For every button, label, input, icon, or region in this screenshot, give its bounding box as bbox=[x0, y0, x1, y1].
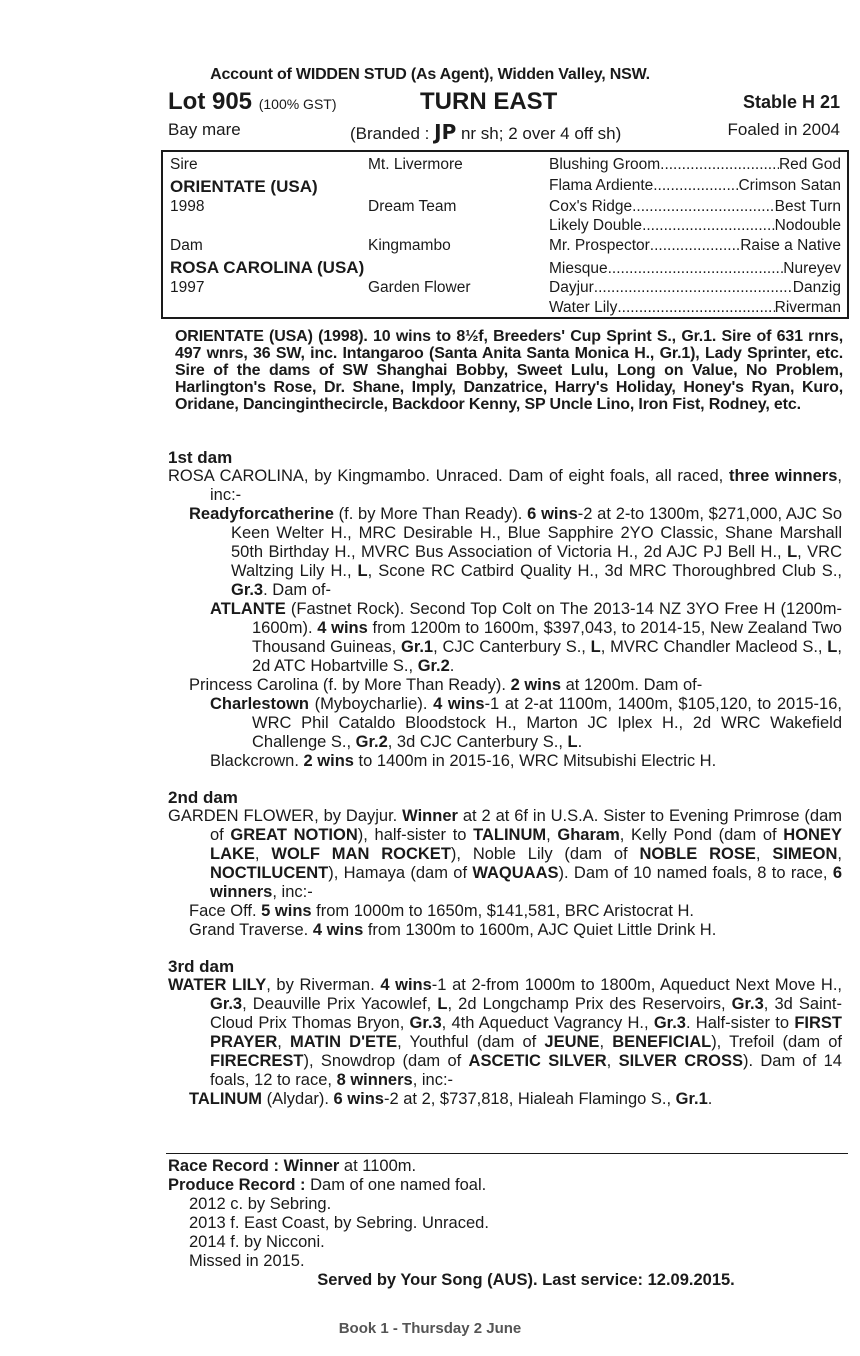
gst-note: (100% GST) bbox=[258, 96, 337, 112]
sire-year: 1998 bbox=[170, 198, 205, 215]
dam-sire: Kingmambo bbox=[368, 237, 451, 254]
vendor-account: Account of WIDDEN STUD (As Agent), Widden Valley, NSW. bbox=[210, 66, 650, 83]
grandparent-row: Miesque ..... Nureyev bbox=[549, 260, 841, 278]
grandparent-row: Blushing Groom ..... Red God bbox=[549, 156, 841, 174]
dam-name: ROSA CAROLINA (USA) bbox=[170, 258, 365, 277]
first-dam-paragraph: ROSA CAROLINA, by Kingmambo. Unraced. Dam of eight foals, all raced, three winners, inc:- bbox=[168, 467, 842, 504]
brand-description: (Branded : JP nr sh; 2 over 4 off sh) bbox=[350, 120, 622, 144]
sire-dam: Dream Team bbox=[368, 198, 457, 215]
grandparent-row: Dayjur ..... Danzig bbox=[549, 279, 841, 297]
second-dam-paragraph: GARDEN FLOWER, by Dayjur. Winner at 2 at 6f in U.S.A. Sister to Evening Primrose (dam of GREAT NOTION), half-sister to TALINUM, Gharam, Kelly Pond (dam of HONEY LAKE, WOLF MAN ROCKET), Noble Lily (dam of NOBLE ROSE, SIMEON, NOCTILUCENT), Hamaya (dam of WAQUAAS). Dam of 10 named foals, 8 to race, 6 winners, inc:- bbox=[168, 807, 843, 901]
dam-year: 1997 bbox=[170, 279, 205, 296]
dam-lines bbox=[168, 448, 842, 1109]
grandparent-row: Flama Ardiente ..... Crimson Satan bbox=[549, 177, 841, 195]
lot-number: Lot 905 (100% GST) bbox=[168, 88, 337, 115]
grandparent-row: Cox's Ridge ..... Best Turn bbox=[549, 198, 841, 216]
dam-label: Dam bbox=[170, 237, 203, 254]
foal-entry: Missed in 2015. bbox=[189, 1252, 305, 1270]
foal-entry: 2013 f. East Coast, by Sebring. Unraced. bbox=[189, 1214, 489, 1232]
foaled-year: Foaled in 2004 bbox=[727, 120, 840, 139]
third-dam-paragraph: WATER LILY, by Riverman. 4 wins-1 at 2-from 1000m to 1800m, Aqueduct Next Move H., Gr.3, Deauville Prix Yacowlef, L, 2d Longchamp Prix des Reservoirs, Gr.3, 3d Saint-Cloud Prix Thomas Bryon, Gr.3, 4th Aqueduct Vagrancy H., Gr.3. Half-sister to FIRST PRAYER, MATIN D'ETE, Youthful (dam of JEUNE, BENEFICIAL), Trefoil (dam of FIRECREST), Snowdrop (dam of ASCETIC SILVER, SILVER CROSS). Dam of 14 foals, 12 to race, 8 winners, inc:- bbox=[168, 976, 843, 1089]
horse-name: TURN EAST bbox=[420, 88, 558, 115]
section-divider bbox=[166, 1153, 848, 1154]
horse-description-line bbox=[168, 120, 840, 142]
progeny-atlante: ATLANTE (Fastnet Rock). Second Top Colt on The 2013-14 NZ 3YO Free H (1200m-1600m). 4 wins from 1200m to 1600m, $397,043, to 2014-15, New Zealand Two Thousand Guineas, Gr.1, CJC Canterbury S., L, MVRC Chandler Macleod S., L, 2d ATC Hobartville S., Gr.2. bbox=[210, 600, 842, 675]
progeny-grand-traverse: Grand Traverse. 4 wins from 1300m to 1600m, AJC Quiet Little Drink H. bbox=[189, 921, 717, 939]
progeny-charlestown: Charlestown (Myboycharlie). 4 wins-1 at 2-at 1100m, 1400m, $105,120, to 2015-16, WRC Phil Cataldo Bloodstock H., Marton JC Iplex H., 2d WRC Wakefield Challenge S., Gr.2, 3d CJC Canterbury S., L. bbox=[210, 695, 842, 751]
lot-line bbox=[168, 88, 840, 118]
grandparent-row: Water Lily ..... Riverman bbox=[549, 299, 841, 317]
pedigree-table bbox=[161, 150, 849, 319]
produce-record: Produce Record : Dam of one named foal. bbox=[168, 1176, 487, 1194]
grandparent-row: Likely Double ..... Nodouble bbox=[549, 217, 841, 235]
brand-mark-icon: JP bbox=[434, 120, 457, 144]
page-footer: Book 1 - Thursday 2 June bbox=[338, 1320, 522, 1337]
sire-summary: ORIENTATE (USA) (1998). 10 wins to 8½f, Breeders' Cup Sprint S., Gr.1. Sire of 631 rnrs, 497 wnrs, 36 SW, inc. Intangaroo (Santa Anita Santa Monica H., Gr.1), Lady Sprinter, etc. Sire of the dams of SW Shanghai Bobby, Sweet Lulu, Long on Value, No Problem, Harlington's Rose, Dr. Shane, Imply, Danzatrice, Harry's Holiday, Honey's Ryan, Kuro, Oridane, Dancinginthecircle, Backdoor Kenny, SP Uncle Lino, Iron Fist, Rodney, etc. bbox=[175, 328, 843, 413]
progeny-princess-carolina: Princess Carolina (f. by More Than Ready). 2 wins at 1200m. Dam of- bbox=[189, 676, 703, 694]
first-dam-heading: 1st dam bbox=[168, 448, 233, 467]
dam-dam: Garden Flower bbox=[368, 279, 471, 296]
progeny-talinum: TALINUM (Alydar). 6 wins-2 at 2, $737,818, Hialeah Flamingo S., Gr.1. bbox=[189, 1090, 713, 1108]
grandparent-row: Mr. Prospector ..... Raise a Native bbox=[549, 237, 841, 255]
progeny-blackcrown: Blackcrown. 2 wins to 1400m in 2015-16, WRC Mitsubishi Electric H. bbox=[210, 752, 717, 770]
stable-number: Stable H 21 bbox=[742, 92, 840, 112]
sire-name: ORIENTATE (USA) bbox=[170, 177, 318, 196]
sire-sire: Mt. Livermore bbox=[368, 156, 463, 173]
records-section bbox=[168, 1157, 842, 1290]
progeny-readyforcatherine: Readyforcatherine (f. by More Than Ready). 6 wins-2 at 2-to 1300m, $271,000, AJC So Keen Welter H., MRC Desirable H., Blue Sapphire 2YO Classic, Shane Marshall 50th Birthday H., MVRC Bus Association of Victoria H., 2d AJC PJ Bell H., L, VRC Waltzing Lily H., L, Scone RC Catbird Quality H., 3d MRC Thoroughbred Club S., Gr.3. Dam of- bbox=[189, 505, 842, 599]
second-dam-heading: 2nd dam bbox=[168, 788, 238, 807]
foal-entry: 2012 c. by Sebring. bbox=[189, 1195, 332, 1213]
progeny-face-off: Face Off. 5 wins from 1000m to 1650m, $141,581, BRC Aristocrat H. bbox=[189, 902, 695, 920]
horse-sex: Bay mare bbox=[168, 120, 241, 139]
third-dam-heading: 3rd dam bbox=[168, 957, 235, 976]
foal-entry: 2014 f. by Nicconi. bbox=[189, 1233, 325, 1251]
race-record: Race Record : Winner at 1100m. bbox=[168, 1157, 417, 1175]
sire-label: Sire bbox=[170, 156, 198, 173]
service-note: Served by Your Song (AUS). Last service: 12.09.2015. bbox=[317, 1271, 735, 1289]
